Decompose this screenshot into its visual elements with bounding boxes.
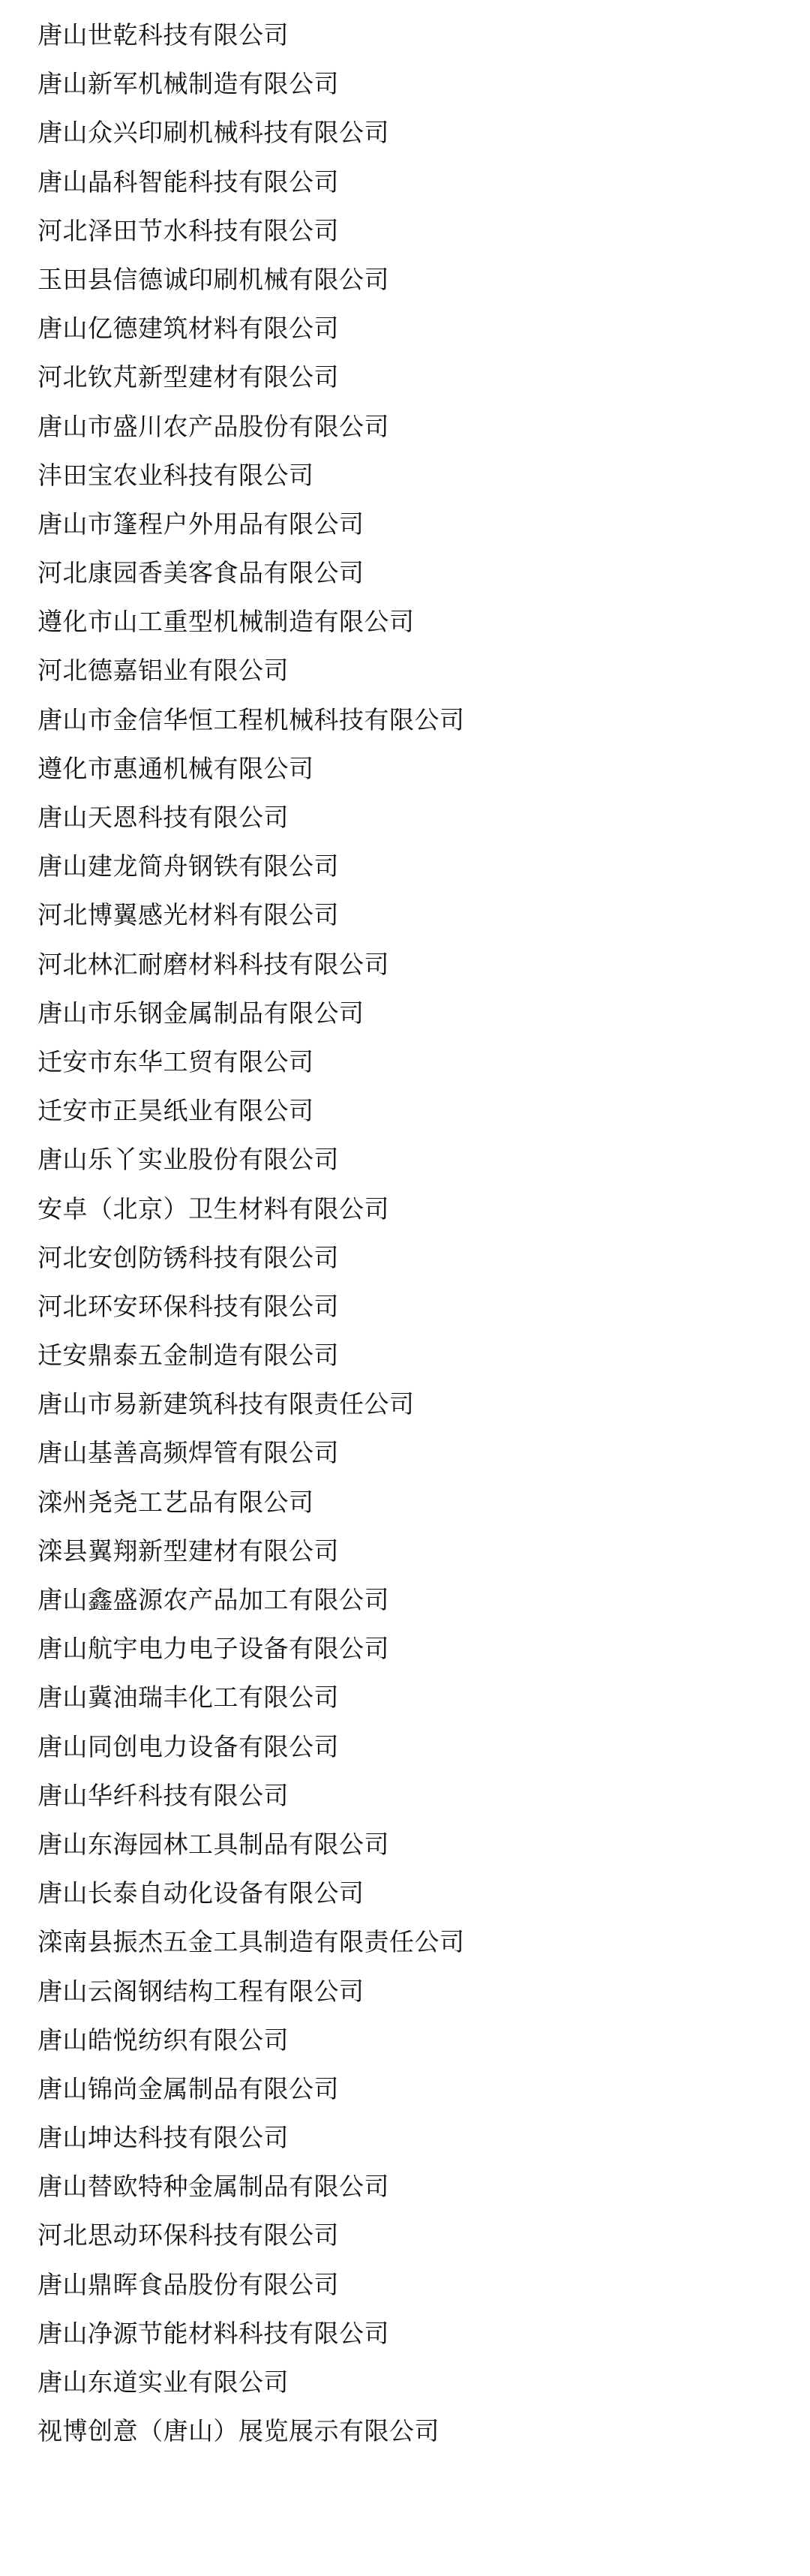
list-item: 唐山替欧特种金属制品有限公司 — [38, 2172, 389, 2201]
list-item: 唐山鑫盛源农产品加工有限公司 — [38, 1586, 389, 1614]
list-item: 迁安市正昊纸业有限公司 — [38, 1097, 314, 1125]
list-item: 唐山众兴印刷机械科技有限公司 — [38, 119, 389, 147]
list-item: 唐山基善高频焊管有限公司 — [38, 1439, 339, 1467]
list-item: 河北康园香美客食品有限公司 — [38, 559, 364, 587]
list-item: 滦南县振杰五金工具制造有限责任公司 — [38, 1928, 465, 1956]
list-item: 沣田宝农业科技有限公司 — [38, 461, 314, 489]
list-item: 唐山净源节能材料科技有限公司 — [38, 2319, 389, 2347]
list-item: 河北安创防锈科技有限公司 — [38, 1243, 339, 1271]
list-item: 唐山晶科智能科技有限公司 — [38, 167, 339, 196]
list-item: 唐山云阁钢结构工程有限公司 — [38, 1977, 364, 2005]
list-item: 河北环安环保科技有限公司 — [38, 1292, 339, 1320]
list-item: 唐山航宇电力电子设备有限公司 — [38, 1635, 389, 1663]
list-item: 遵化市惠通机械有限公司 — [38, 754, 314, 782]
list-item: 唐山同创电力设备有限公司 — [38, 1732, 339, 1761]
list-item: 迁安鼎泰五金制造有限公司 — [38, 1341, 339, 1370]
list-item: 唐山东海园林工具制品有限公司 — [38, 1830, 389, 1858]
list-item: 唐山市易新建筑科技有限责任公司 — [38, 1390, 415, 1419]
list-item: 河北钦芃新型建材有限公司 — [38, 363, 339, 392]
list-item: 唐山东道实业有限公司 — [38, 2368, 289, 2396]
list-item: 玉田县信德诚印刷机械有限公司 — [38, 265, 389, 293]
list-item: 唐山长泰自动化设备有限公司 — [38, 1879, 364, 1908]
list-item: 唐山亿德建筑材料有限公司 — [38, 314, 339, 343]
list-item: 唐山皓悦纺织有限公司 — [38, 2025, 289, 2054]
list-item: 河北思动环保科技有限公司 — [38, 2221, 339, 2250]
list-item: 唐山建龙简舟钢铁有限公司 — [38, 852, 339, 881]
list-item: 唐山鼎晖食品股份有限公司 — [38, 2270, 339, 2298]
list-item: 河北泽田节水科技有限公司 — [38, 216, 339, 245]
list-item: 唐山华纤科技有限公司 — [38, 1781, 289, 1809]
list-item: 唐山天恩科技有限公司 — [38, 803, 289, 831]
list-item: 唐山冀油瑞丰化工有限公司 — [38, 1683, 339, 1712]
list-item: 安卓（北京）卫生材料有限公司 — [38, 1194, 389, 1223]
list-item: 滦州尧尧工艺品有限公司 — [38, 1488, 314, 1516]
list-item: 唐山市篷程户外用品有限公司 — [38, 509, 364, 538]
list-item: 遵化市山工重型机械制造有限公司 — [38, 608, 415, 636]
list-item: 唐山锦尚金属制品有限公司 — [38, 2074, 339, 2103]
list-item: 唐山新军机械制造有限公司 — [38, 70, 339, 98]
list-item: 唐山市盛川农产品股份有限公司 — [38, 412, 389, 440]
list-item: 唐山世乾科技有限公司 — [38, 21, 289, 49]
list-item: 河北博翼感光材料有限公司 — [38, 901, 339, 929]
list-item: 迁安市东华工贸有限公司 — [38, 1047, 314, 1076]
list-item: 视博创意（唐山）展览展示有限公司 — [38, 2417, 440, 2445]
list-item: 唐山乐丫实业股份有限公司 — [38, 1145, 339, 1174]
list-item: 唐山市乐钢金属制品有限公司 — [38, 998, 364, 1027]
list-item: 河北德嘉铝业有限公司 — [38, 656, 289, 685]
list-item: 滦县翼翔新型建材有限公司 — [38, 1536, 339, 1565]
company-list — [0, 11, 810, 2455]
list-item: 唐山市金信华恒工程机械科技有限公司 — [38, 705, 465, 734]
list-item: 唐山坤达科技有限公司 — [38, 2124, 289, 2152]
list-item: 河北林汇耐磨材料科技有限公司 — [38, 950, 389, 978]
